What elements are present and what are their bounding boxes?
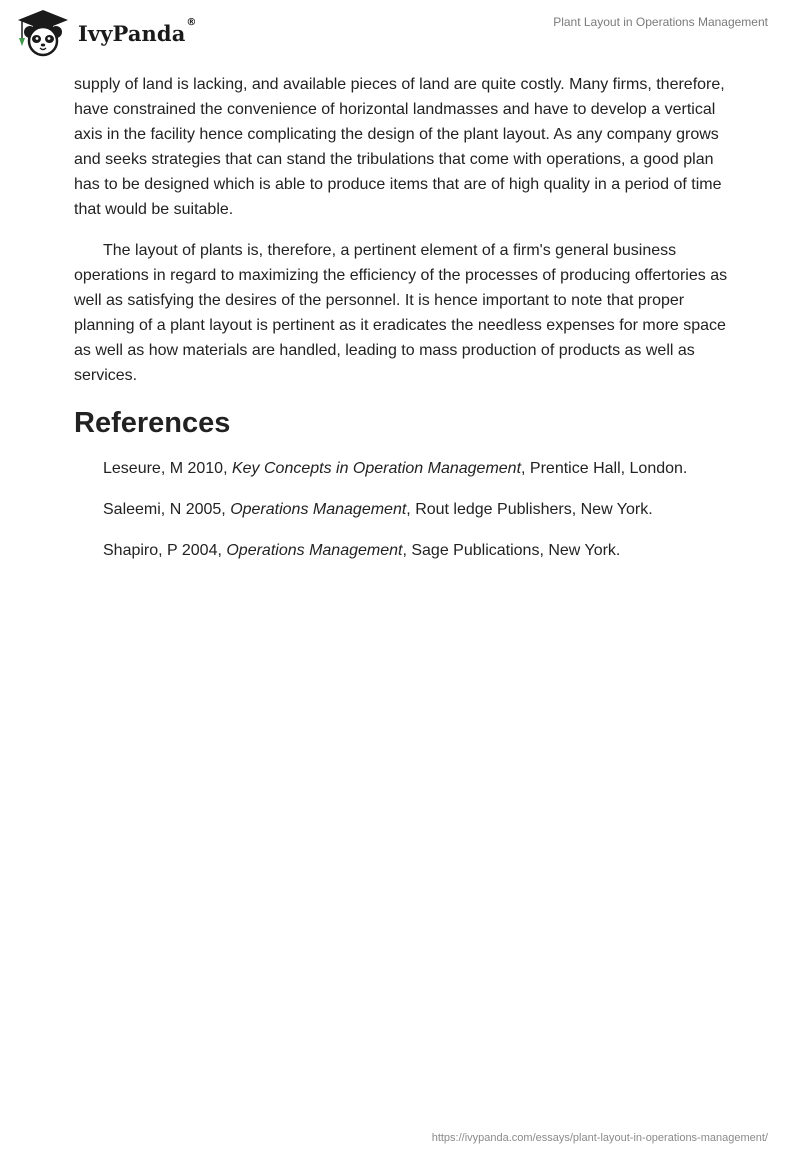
reference-title: Key Concepts in Operation Management [231,460,522,477]
reference-title: Operations Management [230,501,407,518]
references-heading: References [74,407,231,439]
reference-author-year: Leseure, M 2010, [103,460,232,477]
paragraph: The layout of plants is, therefore, a pertinent element of a firm's general business operations in regard to maximizing the efficiency of the processes of producing offertories as well as satisfying the desires of the personnel. It is hence important to note that proper planning of a plant layout is pertinent as it eradicates the needless expenses for more space as well as how materials are handled, leading to mass production of products as well as services. [74,242,728,384]
running-title: Plant Layout in Operations Management [553,15,768,29]
reference-item [103,499,734,521]
reference-publisher: , Prentice Hall, London. [521,460,688,477]
reference-author-year: Shapiro, P 2004, [103,542,227,559]
reference-item [103,540,734,562]
ivypanda-logo[interactable] [14,8,197,58]
logo-wordmark: IvyPanda® [78,16,197,46]
reference-item [103,458,734,480]
registered-mark: ® [186,16,197,28]
paragraph: supply of land is lacking, and available pieces of land are quite costly. Many firms, therefore, have constrained the convenience of horizontal landmasses and have to develop a vertical axis in the facility hence complicating the design of the plant layout. As any company grows and seeks strategies that can stand the tribulations that come with operations, a good plan has to be designed which is able to produce items that are of high quality in a period of time that would be suitable. [74,76,725,218]
reference-title: Operations Management [226,542,403,559]
panda-graduate-icon [14,8,72,58]
reference-publisher: , Rout ledge Publishers, New York. [406,501,653,518]
source-url-link[interactable]: https://ivypanda.com/essays/plant-layout-in-operations-management/ [431,1132,768,1144]
page-header [0,0,800,64]
reference-author-year: Saleemi, N 2005, [103,501,231,518]
reference-publisher: , Sage Publications, New York. [402,542,621,559]
document-body [74,72,734,581]
